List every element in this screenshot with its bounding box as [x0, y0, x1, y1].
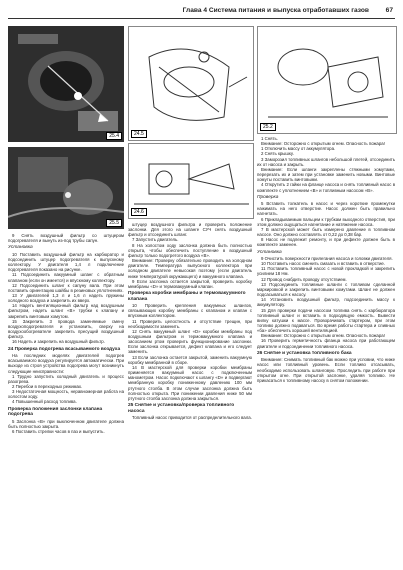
section-heading: 24 Проверка подогрева всасываемого воздуха	[8, 346, 121, 352]
paragraph: 10 Проверить крепления вакуумных шлангов, связывающих коробку мембраны с клапаном и клапан с впускным коллектором.	[128, 303, 252, 319]
paragraph: На последних моделях двигателей подогрев всасываемого воздуха регулируется автоматически. При выходе из строя устройства подогрева могут возникнуть следующие неисправности:	[8, 353, 124, 374]
paragraph: 11 Поставить топливный насос с новой прокладкой и закрепить усилием 18 Нм.	[257, 266, 395, 277]
paragraph: 12 Снять вакуумный шланг «D» коробки мембраны под воздушным фильтром и термовакуумного клапана и засосанием ртом проверить функционирование заслонки. Если заслонка открывается, дефект клапана и его следует заменить.	[128, 328, 252, 355]
paragraph: Внимание: Снимать топливный бак можно при условии, что ниже насос или топливный уровень. Если топливо отсасывать, необходимо использовать шланговую. Проследить при работе при открытом огне. При открытой заслонке, удаляя топливо. Не прикасаться к топливному насосу в снятом положении.	[257, 357, 395, 383]
text-column-1	[8, 233, 124, 434]
paragraph: 6 Поставить стрелки часов в паз и выпустить.	[12, 428, 105, 434]
text-column-2	[128, 222, 252, 420]
paragraph: 4 Открутить 2 гайки на фланце насоса и снять топливный насос в комплекте с уплотнением «B» и топливным насосом «B».	[257, 182, 395, 193]
paragraph: 16 Надеть и закрепить на воздушный фильтр.	[12, 339, 105, 345]
page-number: 67	[385, 7, 393, 14]
paragraph: 15 Для проверки подачи насосом топлива снять с карбюратора топливный шланг и вставить в подходящую емкость. Вывести вилку катушки к массе. Проворачивать стартером, при этом топливо должно подаваться. Во время работы стартера и сливных «ба» обеспечить хорошей вентиляцией.	[257, 307, 395, 334]
paragraph: 1 Снять.	[261, 136, 278, 141]
engine-photo-1	[8, 26, 124, 142]
figure-number: 24.5	[131, 130, 147, 138]
chapter-title: Глава 4 Система питания и выпуска отработавших газов	[182, 7, 369, 14]
paragraph: 10 Поставить воздушный фильтр на карбюратор и подсоединить штуцер подогревателя к выпускному коллектору. У двигателя 1,4 л подключение подогревателя показано на рисунке.	[8, 251, 124, 273]
paragraph: 8 Насос не подлежит ремонту, и при дефекте должен быть в комплекте заменен.	[257, 237, 395, 248]
paragraph: 3 Заморозил топливных шлангов небольшой плетей, отсоединить их от насоса и закрыть.	[257, 156, 395, 167]
paragraph: 5 Вставить толкатель в насос и через короткие промежутки нажимать на него отверстие. Насос должен быть правильно нагнетать.	[257, 201, 395, 217]
paragraph: Внимание: Проверку обязательно проводить на холодном двигателе. Температура выпускного коллектора при холодном двигателе невысокая поэтому (если двигатель ниже температурой окружающего) и вакуумного клапана.	[128, 258, 252, 279]
paragraph: 13 Подсоединить топливные шланги с топливом сделанной маркировкой и закрепить винтовыми хомутами. Шланг не должен подсасываться к насосу.	[257, 281, 395, 298]
subsection-heading: Проверка	[257, 194, 279, 200]
paragraph: 14 Надеть вентиляционный фильтр над воздушным фильтром, надеть шланг «В» трубки к клапану и закрепить винтовым хомутом.	[8, 303, 124, 319]
text-column-3	[257, 136, 395, 383]
paragraph: 11 Подсоединить вакуумный шланг с обратным клапаном (если он имеется) и впускному коллектору.	[8, 272, 124, 283]
section-heading: Проверка положения заслонки клапана подогрева	[8, 406, 103, 418]
paragraph: штуцер воздушного фильтра и проверить положение заслонки. Для этого на шланге СУЧ снять воздушный фильтр и отсоединить шланг.	[128, 222, 252, 238]
figure-number: 25.5	[106, 219, 122, 227]
paragraph: 16 Проверить герметичность фланца насоса при работающем двигателе и подсоединении топливного насоса.	[257, 338, 395, 349]
paragraph: 7 В мастерской может быть измерено давление в топливном насосе. Оно должно составлять от 0,22 до 0,38 бар.	[257, 226, 395, 238]
diagram-24-5	[128, 26, 254, 141]
subsection-heading: Установка	[8, 245, 33, 251]
paragraph: 8 На холостом ходу заслонка должна быть полностью открыта, чтобы обеспечить поступление в воздушный фильтр только подогретого воздуха «В».	[128, 242, 252, 258]
paragraph: 15 Закрепить 3 провода заменяемые смену воздухоподогревателя и установить, сверху на воздухообогревателе закрепить пресущий воздушный фильтр.	[8, 318, 124, 340]
diagram-25-2	[257, 26, 397, 134]
paragraph: 9 Если заслонка остается закрытой, проверить коробку мембраны «D» и термовакуумный клапан.	[128, 278, 252, 289]
paragraph: Внимание: Если шланги закреплены стяжными хомутами, перерезать их и затем при установке заменить новыми. Винтовые хомуты поставить винтовыми.	[257, 166, 395, 183]
paragraph: 9 Снять воздушный фильтр со штуцером подогревателя и вынуть из-под трубы сапун.	[8, 233, 124, 244]
figure-number: 24.6	[131, 208, 147, 216]
paragraph: 2 Снять крышку.	[261, 151, 294, 157]
paragraph: 14 В мастерской для проверки коробки мембраны применяется вакуумный насос с подключенным манометром. Насос подключают к шлангу «D» и подвергают мембранную коробку пониженному давлению 100 мм ртутного столба. В этом случае заслонка должна быть полностью открыта. При понижении давления ниже 50 мм ртутного столба заслонка должна закрыться.	[128, 364, 252, 401]
section-heading: Проверка коробки мембраны и термовакуумного клапана	[128, 291, 246, 302]
paragraph: 3 Недостаточная мощность, неравномерная работа на холостом ходу.	[8, 389, 124, 400]
paragraph: 13 Если заслонка остается закрытой, заменить вакуумную коробку мембранной в сборе.	[128, 354, 252, 365]
paragraph: Внимание: Осторожно с открытым огнем. Опасность пожара!	[261, 333, 385, 339]
paragraph: 9 Очистить поверхности прилегания насоса и головки двигателя.	[261, 255, 393, 261]
engine-photo-2	[8, 147, 124, 229]
section-heading: 26 Снятие и установка топливного бака	[257, 350, 352, 356]
diagram-24-6	[128, 143, 254, 219]
section-heading: 25 Снятие и установка/проверка топливного насоса	[128, 403, 235, 414]
paragraph: 1 Трудно запустить холодный двигатель и процесс разогрева.	[8, 373, 124, 384]
figure-number: 25.4	[106, 132, 122, 140]
paragraph: 6 Прикладываемым пальцем к трубкам выходного отверстия, при этом должно ощущаться нагнетание и натяжение насоса.	[257, 216, 395, 227]
paragraph: 7 Запустить двигатель.	[132, 237, 179, 243]
paragraph: Топливный насос приводится от распределительного вала.	[132, 415, 252, 420]
page-header	[8, 5, 395, 19]
paragraph: 10 Поставить насос сменить смазать и вставить в отверстие.	[261, 261, 386, 267]
subsection-heading: Установка	[257, 249, 282, 255]
paragraph: 12 Провод снабдить проводу отсутствием.	[261, 276, 347, 282]
paragraph: 13 У двигателей 1,3 л и 1,6 л надеть пружины холодного воздуха и закрепить их вверх.	[8, 292, 124, 304]
figure-number: 25.2	[260, 123, 276, 131]
paragraph: 14 Установить воздушный фильтр, подсоединить массу к аккумулятору.	[257, 297, 395, 308]
paragraph: 11 Проверить целостность и отсутствие трещин, при необходимости заменить.	[128, 318, 252, 329]
paragraph: 5 Заслонка «В» при выключенном двигателе должна быть полностью закрыта.	[8, 418, 124, 429]
paragraph: 2 Перебои в переходных режимах.	[12, 383, 83, 389]
paragraph: Внимание: Осторожно с открытым огнем. Опасность пожара!	[261, 141, 385, 147]
paragraph: 12 Подсоединить шланг к сапуну вала. При этом поставить ориентацию шайбы в резиновых уплотнениях.	[8, 282, 124, 293]
paragraph: 4 Повышенный расход топлива.	[12, 399, 77, 405]
paragraph: 1 Отключить массу от аккумулятора.	[261, 146, 336, 152]
